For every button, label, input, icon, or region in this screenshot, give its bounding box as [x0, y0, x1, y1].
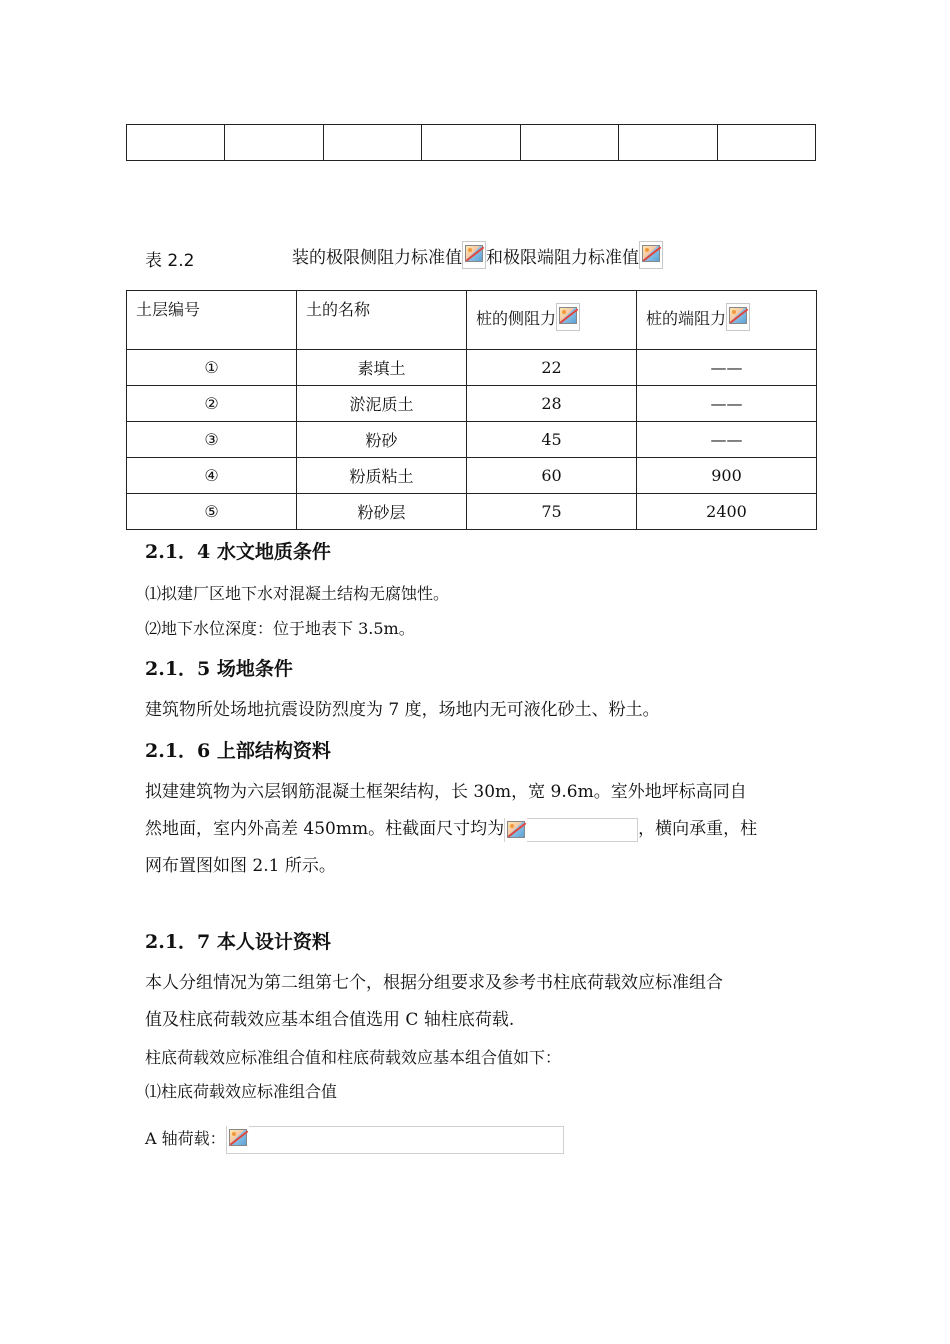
table-header-row: [127, 291, 817, 350]
broken-image-icon: [462, 241, 486, 269]
table-row: [127, 458, 817, 494]
section-heading-2-1-7: 2.1．7 本人设计资料: [145, 931, 331, 953]
table-cell: [717, 125, 815, 161]
table-cell: 粉砂: [297, 422, 467, 458]
paragraph: 拟建建筑物为六层钢筋混凝土框架结构，长 30m，宽 9.6m。室外地坪标高同自: [145, 782, 747, 802]
broken-image-icon: [639, 241, 663, 269]
section-heading-2-1-6: 2.1．6 上部结构资料: [145, 740, 331, 762]
broken-image-icon: [556, 303, 580, 331]
paragraph: 柱底荷载效应标准组合值和柱底荷载效应基本组合值如下：: [145, 1048, 562, 1067]
section-heading-2-1-5: 2.1．5 场地条件: [145, 658, 293, 680]
table-cell: [127, 125, 225, 161]
header-cell: 桩的端阻力: [637, 291, 817, 350]
table-row: [127, 494, 817, 530]
table-cell: 75: [467, 494, 637, 530]
table-cell: [422, 125, 520, 161]
paragraph: 然地面，室内外高差 450mm。柱截面尺寸均为 ，横向承重，柱: [145, 811, 815, 848]
table-row: [127, 350, 817, 386]
table-caption-number: 表 2.2: [145, 251, 195, 271]
image-placeholder: [504, 818, 638, 842]
table-cell: ②: [127, 386, 297, 422]
image-placeholder: [226, 1126, 564, 1154]
header-cell: 土层编号: [127, 291, 297, 350]
table-cell: [225, 125, 323, 161]
caption-text-1: 装的极限侧阻力标准值: [292, 247, 462, 268]
table-cell: ——: [637, 422, 817, 458]
table-cell: 粉砂层: [297, 494, 467, 530]
table-cell: ——: [637, 386, 817, 422]
header-cell: 桩的侧阻力: [467, 291, 637, 350]
table-cell: 粉质粘土: [297, 458, 467, 494]
table-cell: 28: [467, 386, 637, 422]
section-heading-2-1-4: 2.1．4 水文地质条件: [145, 541, 331, 563]
table-caption-title: [292, 241, 663, 269]
paragraph: 网布置图如图 2.1 所示。: [145, 856, 336, 876]
top-partial-table: [126, 124, 816, 161]
paragraph: A 轴荷载：: [145, 1120, 815, 1157]
table-cell: 淤泥质土: [297, 386, 467, 422]
paragraph: ⑴柱底荷载效应标准组合值: [145, 1082, 338, 1101]
paragraph: ⑵地下水位深度：位于地表下 3.5m。: [145, 619, 415, 638]
paragraph: ⑴拟建厂区地下水对混凝土结构无腐蚀性。: [145, 584, 450, 603]
broken-image-icon: [726, 303, 750, 331]
table-cell: 45: [467, 422, 637, 458]
broken-image-icon: [505, 818, 527, 842]
table-row: [127, 125, 816, 161]
table-cell: 900: [637, 458, 817, 494]
table-cell: ①: [127, 350, 297, 386]
table-cell: [520, 125, 618, 161]
table-cell: 2400: [637, 494, 817, 530]
paragraph: 值及柱底荷载效应基本组合值选用 C 轴柱底荷载.: [145, 1010, 515, 1030]
table-cell: ③: [127, 422, 297, 458]
table-cell: ⑤: [127, 494, 297, 530]
table-cell: [619, 125, 717, 161]
table-cell: 22: [467, 350, 637, 386]
table-row: [127, 422, 817, 458]
paragraph: 本人分组情况为第二组第七个，根据分组要求及参考书柱底荷载效应标准组合: [145, 973, 723, 993]
paragraph: 建筑物所处场地抗震设防烈度为 7 度，场地内无可液化砂土、粉土。: [145, 700, 660, 720]
caption-text-2: 和极限端阻力标准值: [486, 247, 639, 268]
table-cell: ④: [127, 458, 297, 494]
table-cell: ——: [637, 350, 817, 386]
table-cell: 素填土: [297, 350, 467, 386]
table-row: [127, 386, 817, 422]
table-cell: 60: [467, 458, 637, 494]
pile-resistance-table: [126, 290, 817, 530]
table-cell: [323, 125, 421, 161]
broken-image-icon: [227, 1126, 249, 1150]
header-cell: 土的名称: [297, 291, 467, 350]
